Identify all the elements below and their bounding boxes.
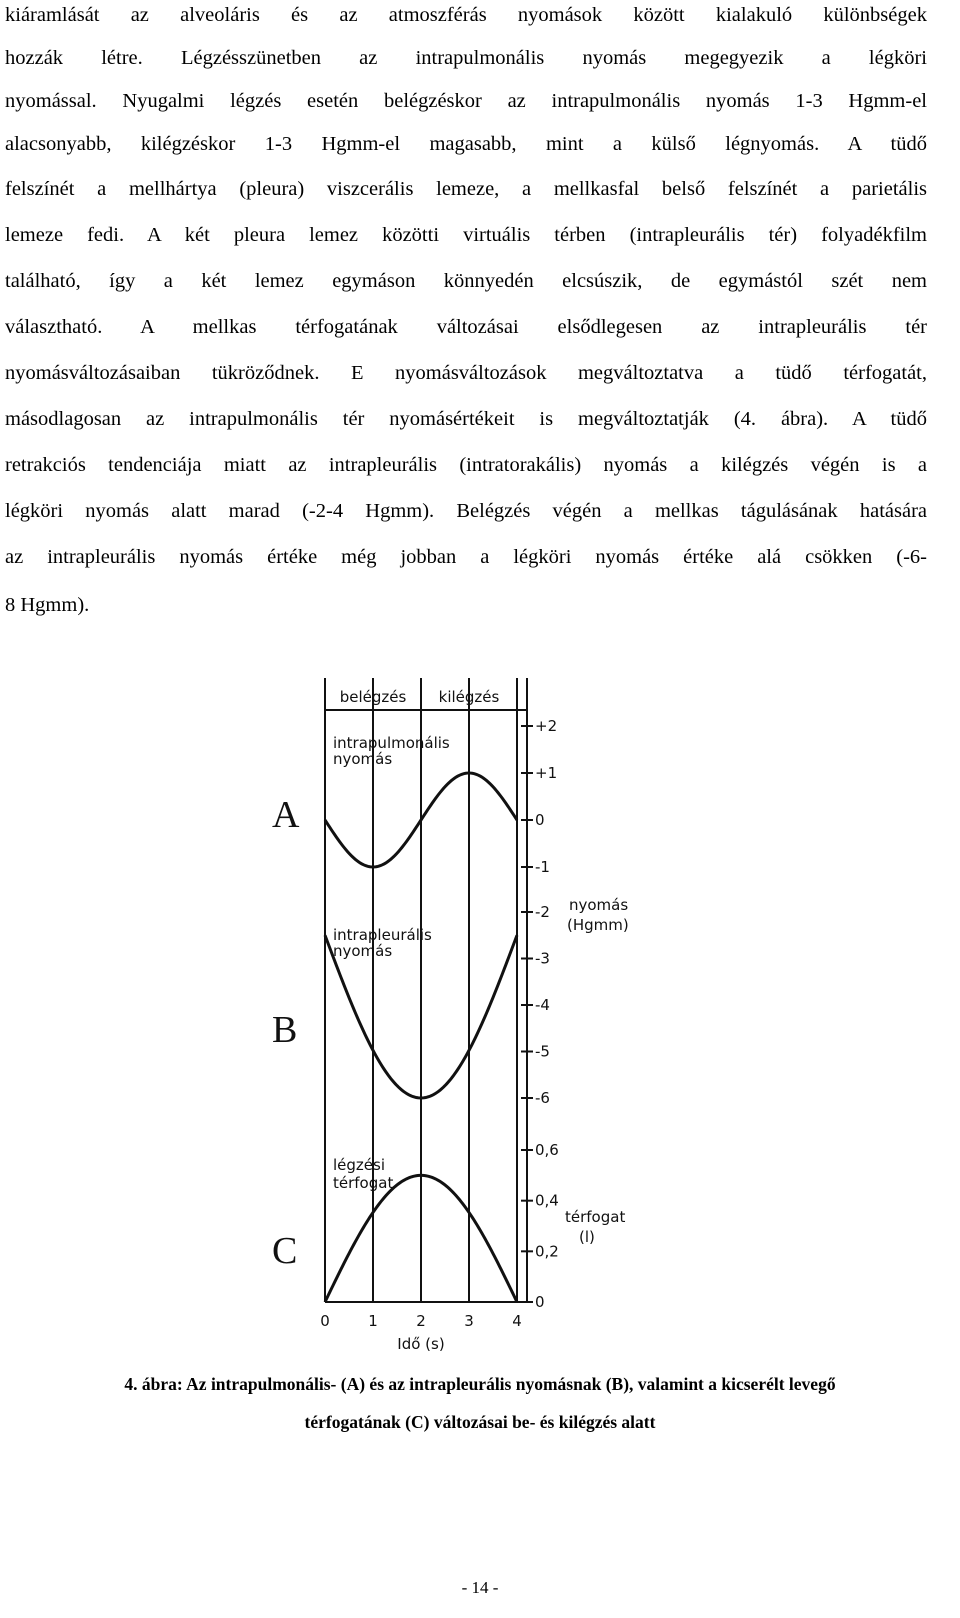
figure-4 — [270, 670, 670, 1360]
text-line: nyomással. Nyugalmi légzés esetén belégzéskor az intrapulmonális nyomás 1-3 Hgmm-el — [5, 90, 927, 112]
text-line: választható. A mellkas térfogatának változásai elsődlegesen az intrapleurális tér — [5, 316, 927, 338]
respiratory-curves-diagram — [270, 670, 670, 1360]
panel-label-b: B — [272, 1009, 298, 1051]
text-line: kiáramlását az alveoláris és az atmoszférás nyomások között kialakuló különbségek — [5, 4, 927, 26]
volume-tick-label: 0,4 — [535, 1191, 559, 1210]
text-line: retrakciós tendenciája miatt az intrapleurális (intratorakális) nyomás a kilégzés végén is a — [5, 454, 927, 476]
time-axis-title: Idő (s) — [397, 1335, 445, 1353]
time-tick-label: 0 — [320, 1312, 330, 1330]
pressure-unit-label: (Hgmm) — [567, 916, 629, 934]
time-tick-label: 2 — [416, 1312, 426, 1330]
text-line: található, így a két lemez egymáson könnyedén elcsúszik, de egymástól szét nem — [5, 270, 927, 292]
text-line: alacsonyabb, kilégzéskor 1-3 Hgmm-el magasabb, mint a külső légnyomás. A tüdő — [5, 133, 927, 155]
pressure-tick-label: 0 — [535, 811, 545, 829]
pressure-tick-label: +2 — [535, 717, 558, 735]
text-line: másodlagosan az intrapulmonális tér nyomásértékeit is megváltoztatják (4. ábra). A tüdő — [5, 408, 927, 430]
text-line: felszínét a mellhártya (pleura) viszcerális lemeze, a mellkasfal belső felszínét a parietális — [5, 178, 927, 200]
panel-c-title: légzési — [333, 1156, 386, 1174]
volume-unit-label: (l) — [579, 1228, 595, 1246]
pressure-unit-label: nyomás — [569, 896, 629, 914]
panel-label-c: C — [272, 1230, 298, 1272]
volume-tick-label: 0 — [535, 1293, 545, 1311]
text-line: hozzák létre. Légzésszünetben az intrapulmonális nyomás megegyezik a légköri — [5, 47, 927, 69]
volume-tick-label: 0,2 — [535, 1242, 559, 1261]
time-tick-label: 4 — [512, 1312, 522, 1330]
pressure-tick-label: -3 — [535, 949, 550, 968]
pressure-tick-label: -6 — [535, 1089, 550, 1107]
phase-label-exhale: kilégzés — [438, 688, 500, 706]
panel-c-title: térfogat — [333, 1174, 394, 1192]
pressure-tick-label: -4 — [535, 996, 550, 1014]
text-line: légköri nyomás alatt marad (-2-4 Hgmm). Belégzés végén a mellkas tágulásának hatására — [5, 500, 927, 522]
pressure-tick-label: -5 — [535, 1042, 550, 1061]
time-tick-label: 1 — [368, 1312, 378, 1330]
panel-label-a: A — [272, 794, 300, 836]
text-line: 8 Hgmm). — [5, 594, 90, 616]
time-tick-label: 3 — [464, 1312, 474, 1330]
figure-caption-line-1: 4. ábra: Az intrapulmonális- (A) és az intrapleurális nyomásnak (B), valamint a kicserélt levegő — [124, 1374, 836, 1394]
text-line: nyomásváltozásaiban tükröződnek. E nyomásváltozások megváltoztatva a tüdő térfogatát, — [5, 362, 927, 384]
text-line: lemeze fedi. A két pleura lemez közötti virtuális térben (intrapleurális tér) folyadékfilm — [5, 224, 927, 246]
text-line: az intrapleurális nyomás értéke még jobban a légköri nyomás értéke alá csökken (-6- — [5, 546, 927, 568]
panel-a-title: nyomás — [333, 750, 393, 768]
pressure-tick-label: -1 — [535, 858, 550, 876]
panel-b-title: nyomás — [333, 942, 393, 960]
pressure-tick-label: -2 — [535, 903, 550, 921]
figure-caption-line-2: térfogatának (C) változásai be- és kilégzés alatt — [304, 1412, 656, 1432]
volume-tick-label: 0,6 — [535, 1141, 559, 1159]
panel-a-title: intrapulmonális — [333, 734, 450, 752]
page-number: - 14 - — [461, 1578, 499, 1597]
panel-b-title: intrapleurális — [333, 926, 432, 944]
volume-unit-label: térfogat — [565, 1208, 626, 1226]
phase-label-inhale: belégzés — [339, 688, 407, 706]
pressure-tick-label: +1 — [535, 764, 558, 782]
